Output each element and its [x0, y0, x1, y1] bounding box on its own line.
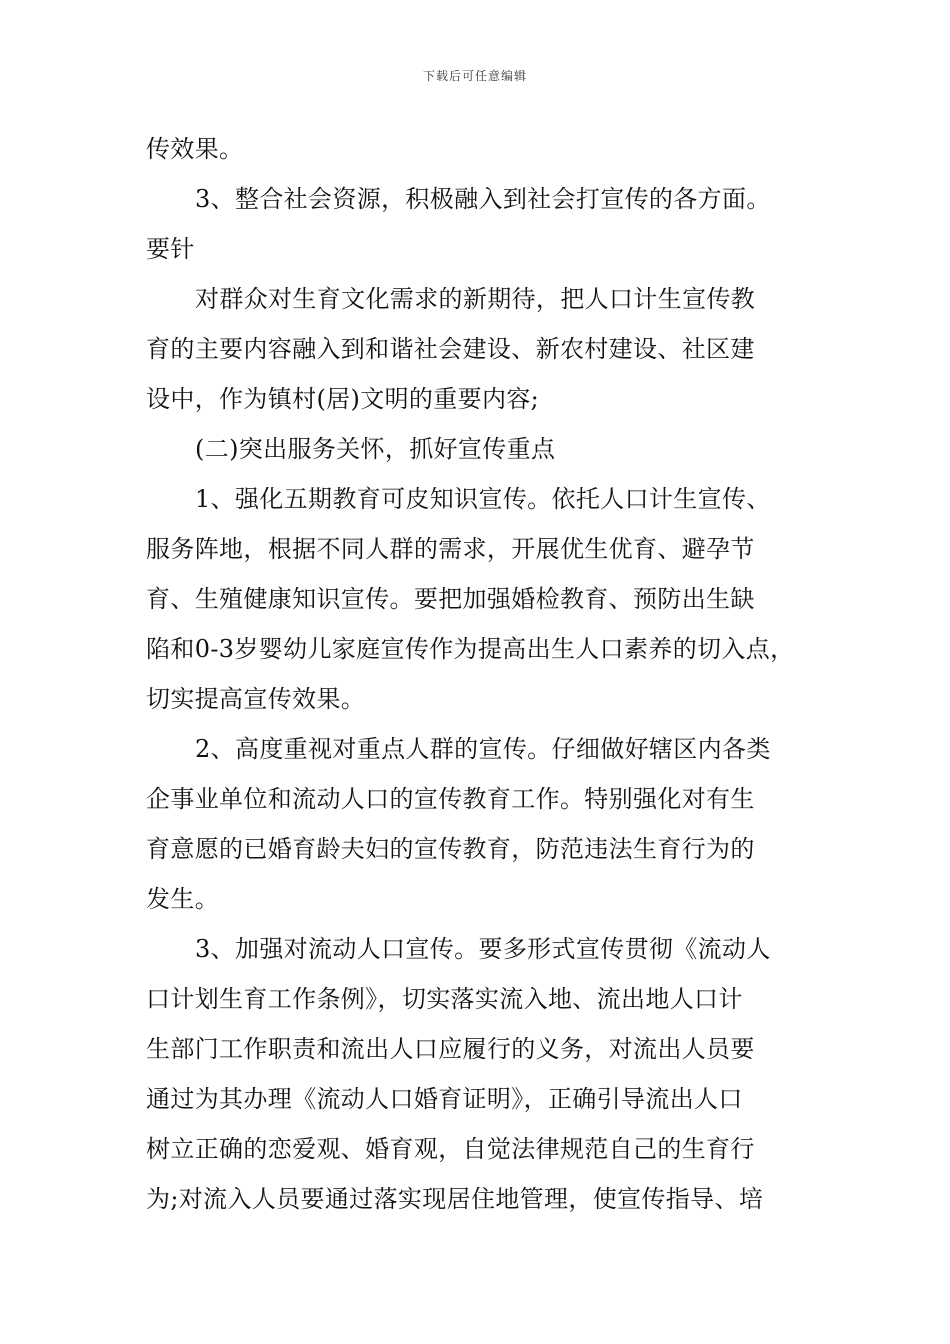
text-line: 育的主要内容融入到和谐社会建设、新农村建设、社区建 [146, 335, 755, 363]
text-line: 企事业单位和流动人口的宣传教育工作。特别强化对有生 [146, 785, 755, 813]
text-line: 1、强化五期教育可皮知识宣传。依托人口计生宣传、 [195, 485, 771, 513]
text-line: 服务阵地，根据不同人群的需求，开展优生优育、避孕节 [146, 535, 755, 563]
text-line: 陷和0-3岁婴幼儿家庭宣传作为提高出生人口素养的切入点， [146, 635, 795, 663]
text-line: 要针 [146, 235, 195, 263]
text-line: 切实提高宣传效果。 [146, 685, 366, 713]
text-line: 传效果。 [146, 135, 244, 163]
text-line: 为;对流入人员要通过落实现居住地管理，使宣传指导、培 [146, 1185, 764, 1213]
text-line: 通过为其办理《流动人口婚育证明》，正确引导流出人口 [146, 1085, 743, 1113]
text-line: 育、生殖健康知识宣传。要把加强婚检教育、预防出生缺 [146, 585, 755, 613]
text-line: 3、整合社会资源，积极融入到社会打宣传的各方面。 [195, 185, 771, 213]
text-line: 2、高度重视对重点人群的宣传。仔细做好辖区内各类 [195, 735, 771, 763]
text-line: 3、加强对流动人口宣传。要多形式宣传贯彻《流动人 [195, 935, 771, 963]
text-line: 生部门工作职责和流出人口应履行的义务，对流出人员要 [146, 1035, 755, 1063]
text-line: 树立正确的恋爱观、婚育观，自觉法律规范自己的生育行 [146, 1135, 755, 1163]
text-line: 对群众对生育文化需求的新期待，把人口计生宣传教 [195, 285, 756, 313]
text-line: 育意愿的已婚育龄夫妇的宣传教育，防范违法生育行为的 [146, 835, 755, 863]
text-line: 发生。 [146, 885, 220, 913]
text-line: 口计划生育工作条例》，切实落实流入地、流出地人口计 [146, 985, 743, 1013]
document-body [146, 124, 814, 1224]
text-line: (二)突出服务关怀，抓好宣传重点 [195, 435, 556, 463]
header-note: 下载后可任意编辑 [422, 69, 527, 83]
text-line: 设中，作为镇村(居)文明的重要内容; [146, 385, 540, 413]
